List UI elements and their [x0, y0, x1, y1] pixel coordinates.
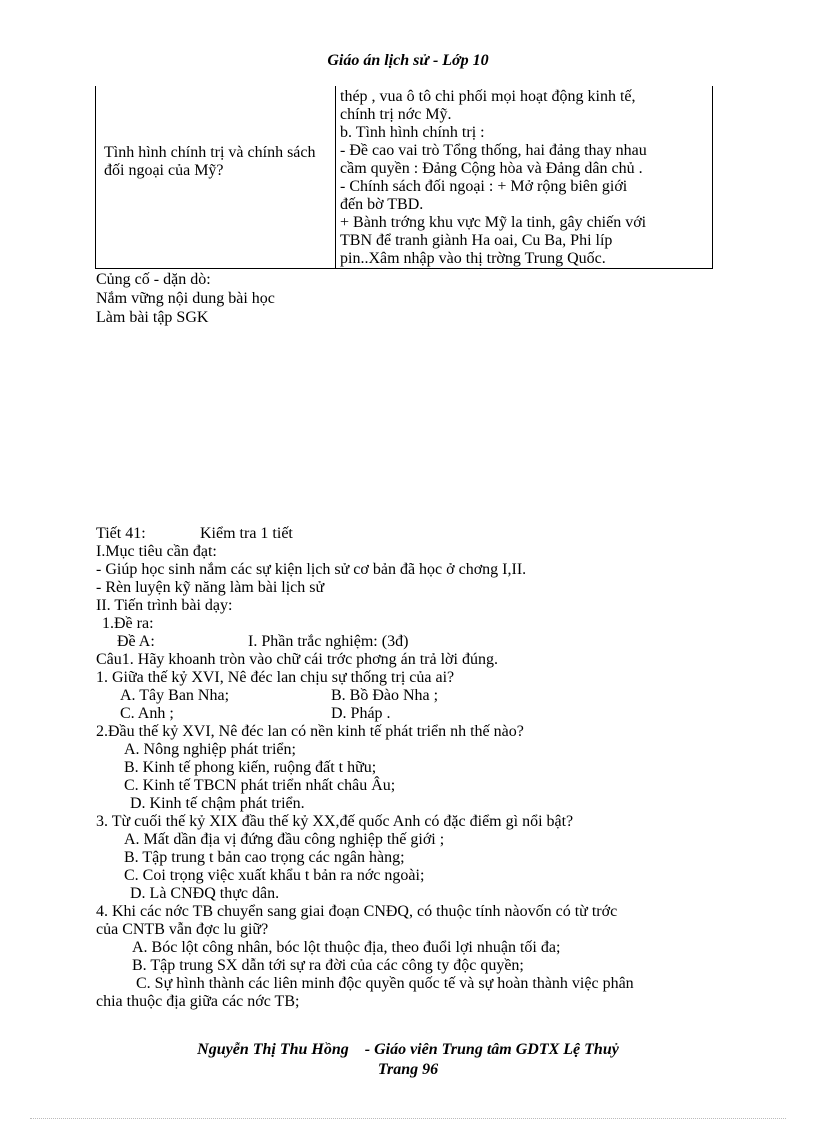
doc-line: - Giúp học sinh nắm các sự kiện lịch sử cơ bản đã học ở chơng I,II.	[96, 561, 527, 578]
answer-option: C. Sự hình thành các liên minh độc quyền quốc tế và sự hoàn thành việc phân	[136, 975, 634, 992]
answer-option: A. Mất dần địa vị đứng đầu công nghiệp thế giới ;	[124, 831, 445, 848]
consolidation-line: Làm bài tập SGK	[96, 309, 209, 326]
question: 2.Đầu thế kỷ XVI, Nê đéc lan có nền kinh tế phát triển nh thế nào?	[96, 723, 524, 740]
answer-option: A. Tây Ban Nha;	[120, 687, 230, 704]
table-divider	[335, 86, 336, 268]
question: của CNTB vẫn đợc lu giữ?	[96, 921, 269, 938]
footer-role: - Giáo viên Trung tâm GDTX Lệ Thuỷ	[364, 1041, 619, 1058]
question: 4. Khi các nớc TB chuyển sang giai đoạn CNĐQ, có thuộc tính nàovốn có từ trớc	[96, 903, 618, 920]
footer-page: Trang 96	[377, 1061, 439, 1078]
table-line: - Đề cao vai trò Tổng thống, hai đảng thay nhau	[340, 142, 647, 159]
answer-option: B. Kinh tế phong kiến, ruộng đất t hữu;	[124, 759, 377, 776]
answer-option: B. Tập trung SX dẫn tới sự ra đời của các công ty độc quyền;	[132, 957, 524, 974]
consolidation-line: Nắm vững nội dung bài học	[96, 290, 275, 307]
answer-option: A. Nông nghiệp phát triển;	[124, 741, 296, 758]
footer-line	[0, 1040, 816, 1060]
table-line: đến bờ TBD.	[340, 196, 424, 213]
answer-option: C. Coi trọng việc xuất khẩu t bản ra nớc ngoài;	[124, 867, 425, 884]
footer-author: Nguyễn Thị Thu Hồng	[197, 1041, 349, 1058]
doc-line: Câu1. Hãy khoanh tròn vào chữ cái trớc phơng án trả lời đúng.	[96, 651, 498, 668]
table-line: - Chính sách đối ngoại : + Mở rộng biên giới	[340, 178, 628, 195]
table-line: b. Tình hình chính trị :	[340, 124, 485, 141]
answer-option: B. Tập trung t bản cao trọng các ngân hàng;	[124, 849, 405, 866]
doc-line: - Rèn luyện kỹ năng làm bài lịch sử	[96, 579, 325, 596]
table-line: + Bành trớng khu vực Mỹ la tinh, gây chiến với	[340, 214, 647, 231]
table-line: chính trị nớc Mỹ.	[340, 106, 452, 123]
doc-line: Đề A:	[117, 633, 155, 650]
lesson-table	[95, 86, 713, 269]
page-header: Giáo án lịch sử - Lớp 10	[327, 52, 489, 69]
table-line: pin..Xâm nhập vào thị trờng Trung Quốc.	[340, 250, 606, 267]
table-line: TBN để tranh giành Ha oai, Cu Ba, Phi líp	[340, 232, 613, 249]
lesson-title: Tiết 41:	[96, 525, 146, 542]
answer-option: C. Anh ;	[120, 705, 174, 722]
table-left-cell: Tình hình chính trị và chính sách đối ngoại của Mỹ?	[104, 144, 316, 179]
answer-option: C. Kinh tế TBCN phát triển nhất châu Âu;	[124, 777, 396, 794]
doc-line: I. Phần trắc nghiệm: (3đ)	[248, 633, 409, 650]
table-right-cell	[340, 88, 708, 268]
question: 3. Từ cuối thế kỷ XIX đầu thế kỷ XX,đế quốc Anh có đặc điểm gì nổi bật?	[96, 813, 574, 830]
doc-line: II. Tiến trình bài dạy:	[96, 597, 233, 614]
lesson-subtitle: Kiểm tra 1 tiết	[200, 525, 293, 542]
answer-option: A. Bóc lột công nhân, bóc lột thuộc địa, theo đuổi lợi nhuận tối đa;	[132, 939, 561, 956]
consolidation-heading: Củng cố - dặn dò:	[96, 271, 211, 288]
answer-option: B. Bồ Đào Nha ;	[331, 687, 439, 704]
answer-option: chia thuộc địa giữa các nớc TB;	[96, 993, 300, 1010]
table-line: thép , vua ô tô chi phối mọi hoạt động kinh tế,	[340, 88, 636, 105]
answer-option: D. Là CNĐQ thực dân.	[130, 885, 280, 902]
page-footer	[0, 1040, 816, 1080]
answer-option: D. Pháp .	[331, 705, 391, 722]
doc-line: 1.Đề ra:	[102, 615, 154, 632]
table-line: cầm quyền : Đảng Cộng hòa và Đảng dân chủ .	[340, 160, 643, 177]
page-bottom-border	[30, 1118, 786, 1119]
doc-line: I.Mục tiêu cần đạt:	[96, 543, 217, 560]
answer-option: D. Kinh tế chậm phát triển.	[130, 795, 305, 812]
question: 1. Giữa thế kỷ XVI, Nê đéc lan chịu sự thống trị của ai?	[96, 669, 455, 686]
